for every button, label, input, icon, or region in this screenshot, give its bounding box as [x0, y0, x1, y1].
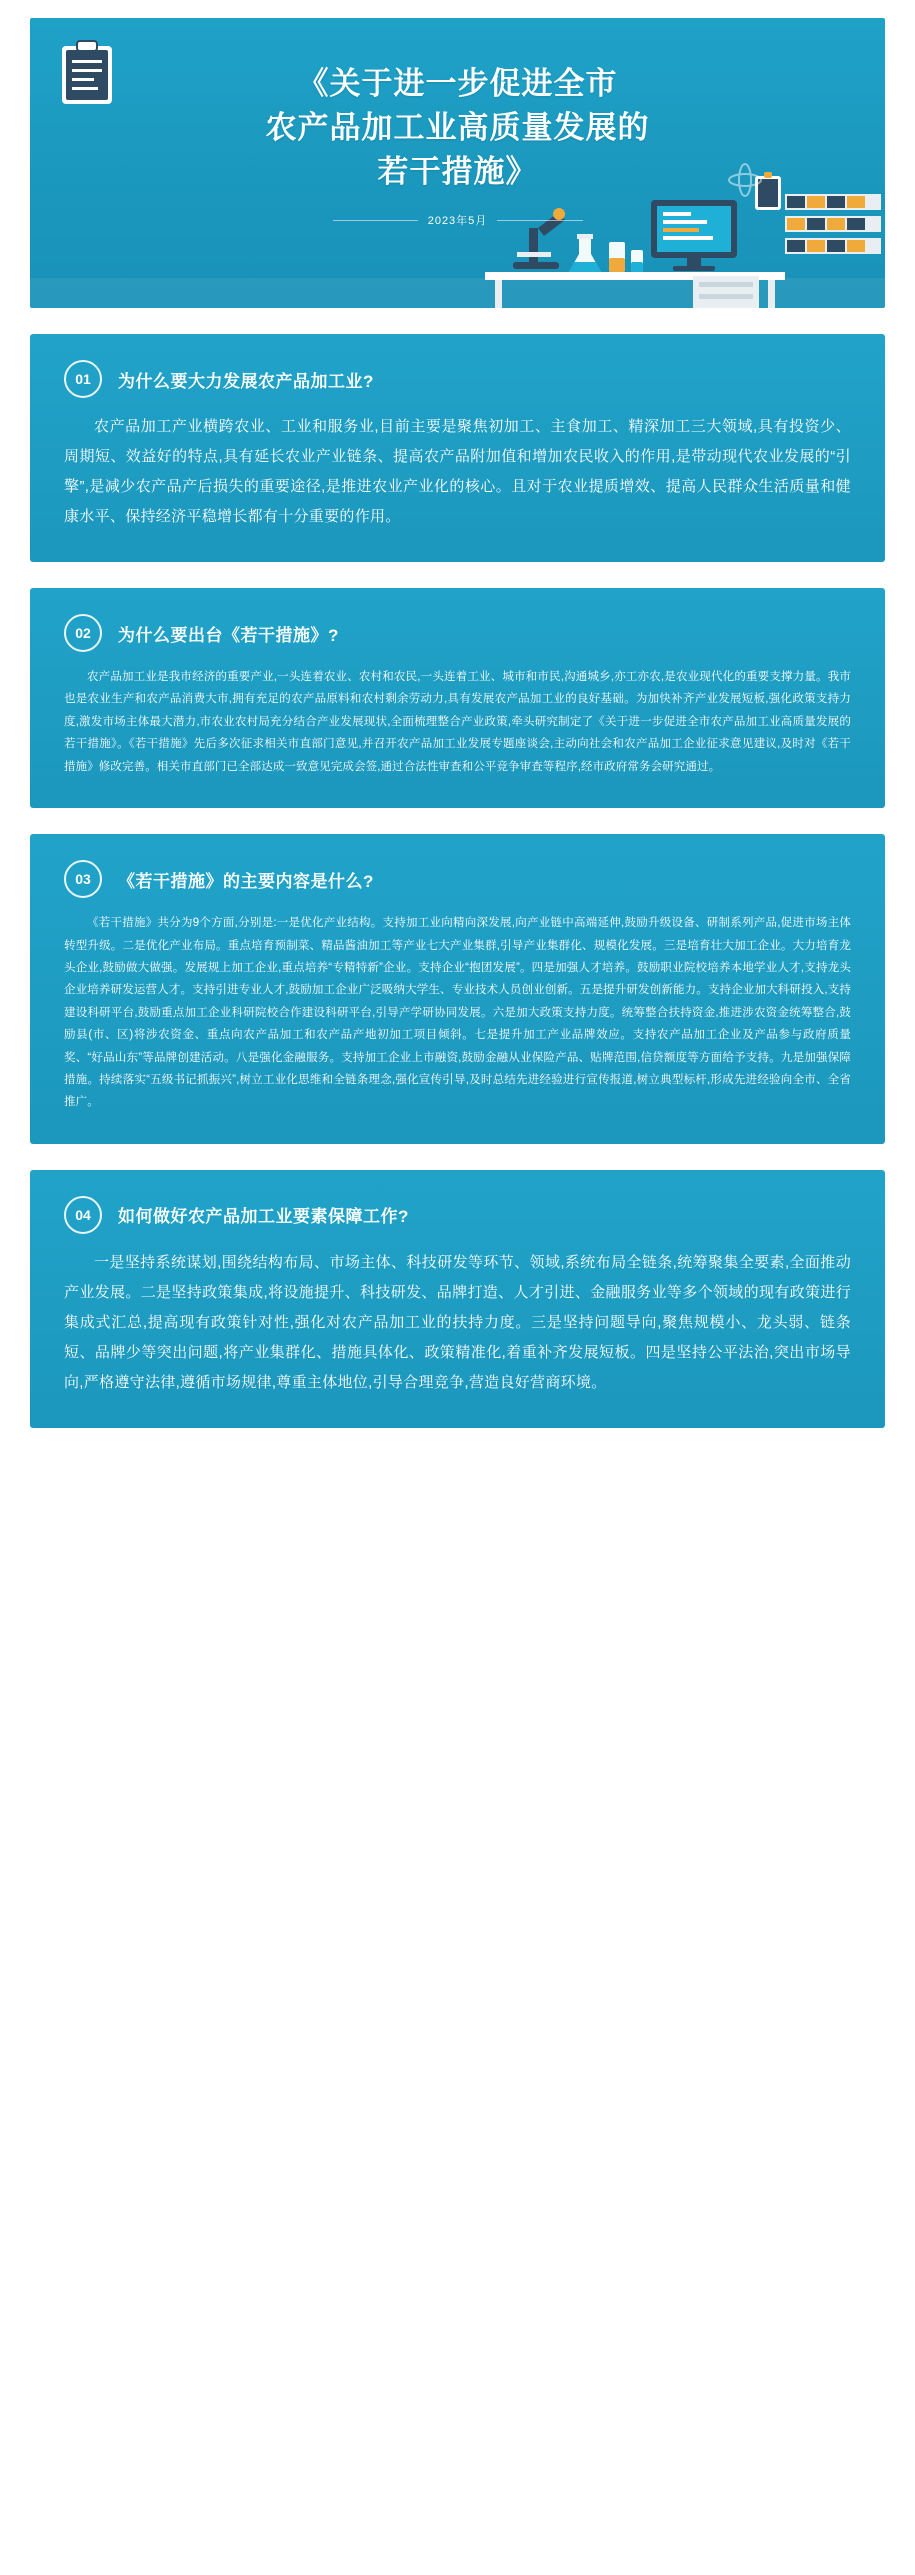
- section-card-03: [30, 834, 885, 1144]
- section-header: [64, 860, 851, 898]
- section-body: 农产品加工业是我市经济的重要产业,一头连着农业、农村和农民,一头连着工业、城市和市民,沟通城乡,亦工亦农,是农业现代化的重要支撑力量。我市也是农业生产和农产品消费大市,拥有充足的农产品原料和农村剩余劳动力,具有发展农产品加工业的良好基础。为加快补齐产业发展短板,强化政策支持力度,激发市场主体最大潜力,市农业农村局充分结合产业发展现状,全面梳理整合产业政策,牵头研究制定了《关于进一步促进全市农产品加工业高质量发展的若干措施》。《若干措施》先后多次征求相关市直部门意见,并召开农产品加工业发展专题座谈会,主动向社会和农产品加工企业征求意见建议,及时对《若干措施》修改完善。相关市直部门已全部达成一致意见完成会签,通过合法性审查和公平竞争审查等程序,经市政府常务会研究通过。: [64, 671, 851, 773]
- section-number-badge: 01: [64, 360, 102, 398]
- divider-line-right: [497, 220, 582, 221]
- section-body: 一是坚持系统谋划,围绕结构布局、市场主体、科技研发等环节、领域,系统布局全链条,统筹聚集全要素,全面推动产业发展。二是坚持政策集成,将设施提升、科技研发、品牌打造、人才引进、金融服务业等多个领域的现有政策进行集成式汇总,提高现有政策针对性,强化对农产品加工业的扶持力度。三是坚持问题导向,聚焦规模小、龙头弱、链条短、品牌少等突出问题,将产业集群化、措施具体化、政策精准化,着重补齐发展短板。四是坚持公平法治,突出市场导向,严格遵守法律,遵循市场规律,尊重主体地位,引导合理竞争,营造良好营商环境。: [64, 1253, 851, 1391]
- page-title-line-3: 若干措施》: [377, 154, 538, 190]
- hero-title-block: [30, 18, 885, 228]
- section-body: 《若干措施》共分为9个方面,分别是:一是优化产业结构。支持加工业向精向深发展,向产业链中高端延伸,鼓励升级设备、研制系列产品,促进市场主体转型升级。二是优化产业布局。重点培育预制菜、精品酱油加工等产业七大产业集群,引导产业集群化、规模化发展。三是培育壮大加工企业。大力培育龙头企业,鼓励做大做强。发展规上加工企业,重点培养“专精特新”企业。支持企业“抱团发展”。四是加强人才培养。鼓励职业院校培养本地学业人才,支持龙头企业培养研发运营人才。支持引进专业人才,鼓励加工企业广泛吸纳大学生、专业技术人员创业创新。五是提升研发创新能力。支持企业加大科研投入,支持建设科研平台,鼓励重点加工企业科研院校合作建设科研平台,引导产学研协同发展。六是加大政策支持力度。统筹整合扶持资金,推进涉农资金统筹整合,鼓励县(市、区)将涉农资金、重点向农产品加工和农产品产地初加工项目倾斜。七是提升加工产业品牌效应。支持农产品加工企业及产品参与政府质量奖、“好品山东”等品牌创建活动。八是强化金融服务。支持加工企业上市融资,鼓励金融从业保险产品、贴牌范围,信贷额度等方面给予支持。九是加强保障措施。持续落实“五级书记抓振兴”,树立工业化思维和全链条理念,强化宣传引导,及时总结先进经验进行宣传报道,树立典型标杆,形成先进经验向全市、全省推广。: [64, 917, 851, 1109]
- section-number-badge: 04: [64, 1196, 102, 1234]
- section-title: 如何做好农产品加工业要素保障工作?: [118, 1207, 409, 1227]
- page-title-line-2: 农产品加工业高质量发展的: [265, 110, 650, 146]
- section-header: [64, 1196, 851, 1234]
- publish-date: 2023年5月: [427, 215, 488, 228]
- section-card-01: [30, 334, 885, 562]
- section-title: 《若干措施》的主要内容是什么?: [118, 871, 374, 891]
- section-title: 为什么要大力发展农产品加工业?: [118, 371, 374, 391]
- section-number-badge: 02: [64, 614, 102, 652]
- section-header: [64, 360, 851, 398]
- divider-line-left: [333, 220, 418, 221]
- title-divider: [333, 212, 583, 228]
- section-number-badge: 03: [64, 860, 102, 898]
- section-title: 为什么要出台《若干措施》?: [118, 625, 339, 645]
- section-card-04: [30, 1170, 885, 1428]
- hero-banner: [30, 18, 885, 308]
- section-card-02: [30, 588, 885, 808]
- section-body: 农产品加工产业横跨农业、工业和服务业,目前主要是聚焦初加工、主食加工、精深加工三大领域,具有投资少、周期短、效益好的特点,具有延长农业产业链条、提高农产品附加值和增加农民收入的作用,是带动现代农业发展的“引擎”,是减少农产品产后损失的重要途径,是推进农业产业化的核心。且对于农业提质增效、提高人民群众生活质量和健康水平、保持经济平稳增长都有十分重要的作用。: [64, 418, 851, 525]
- page-title-line-1: 《关于进一步促进全市: [297, 66, 618, 101]
- section-header: [64, 614, 851, 652]
- page-title: [158, 62, 758, 194]
- content-wrapper: [30, 18, 885, 1428]
- clipboard-icon: [60, 40, 114, 106]
